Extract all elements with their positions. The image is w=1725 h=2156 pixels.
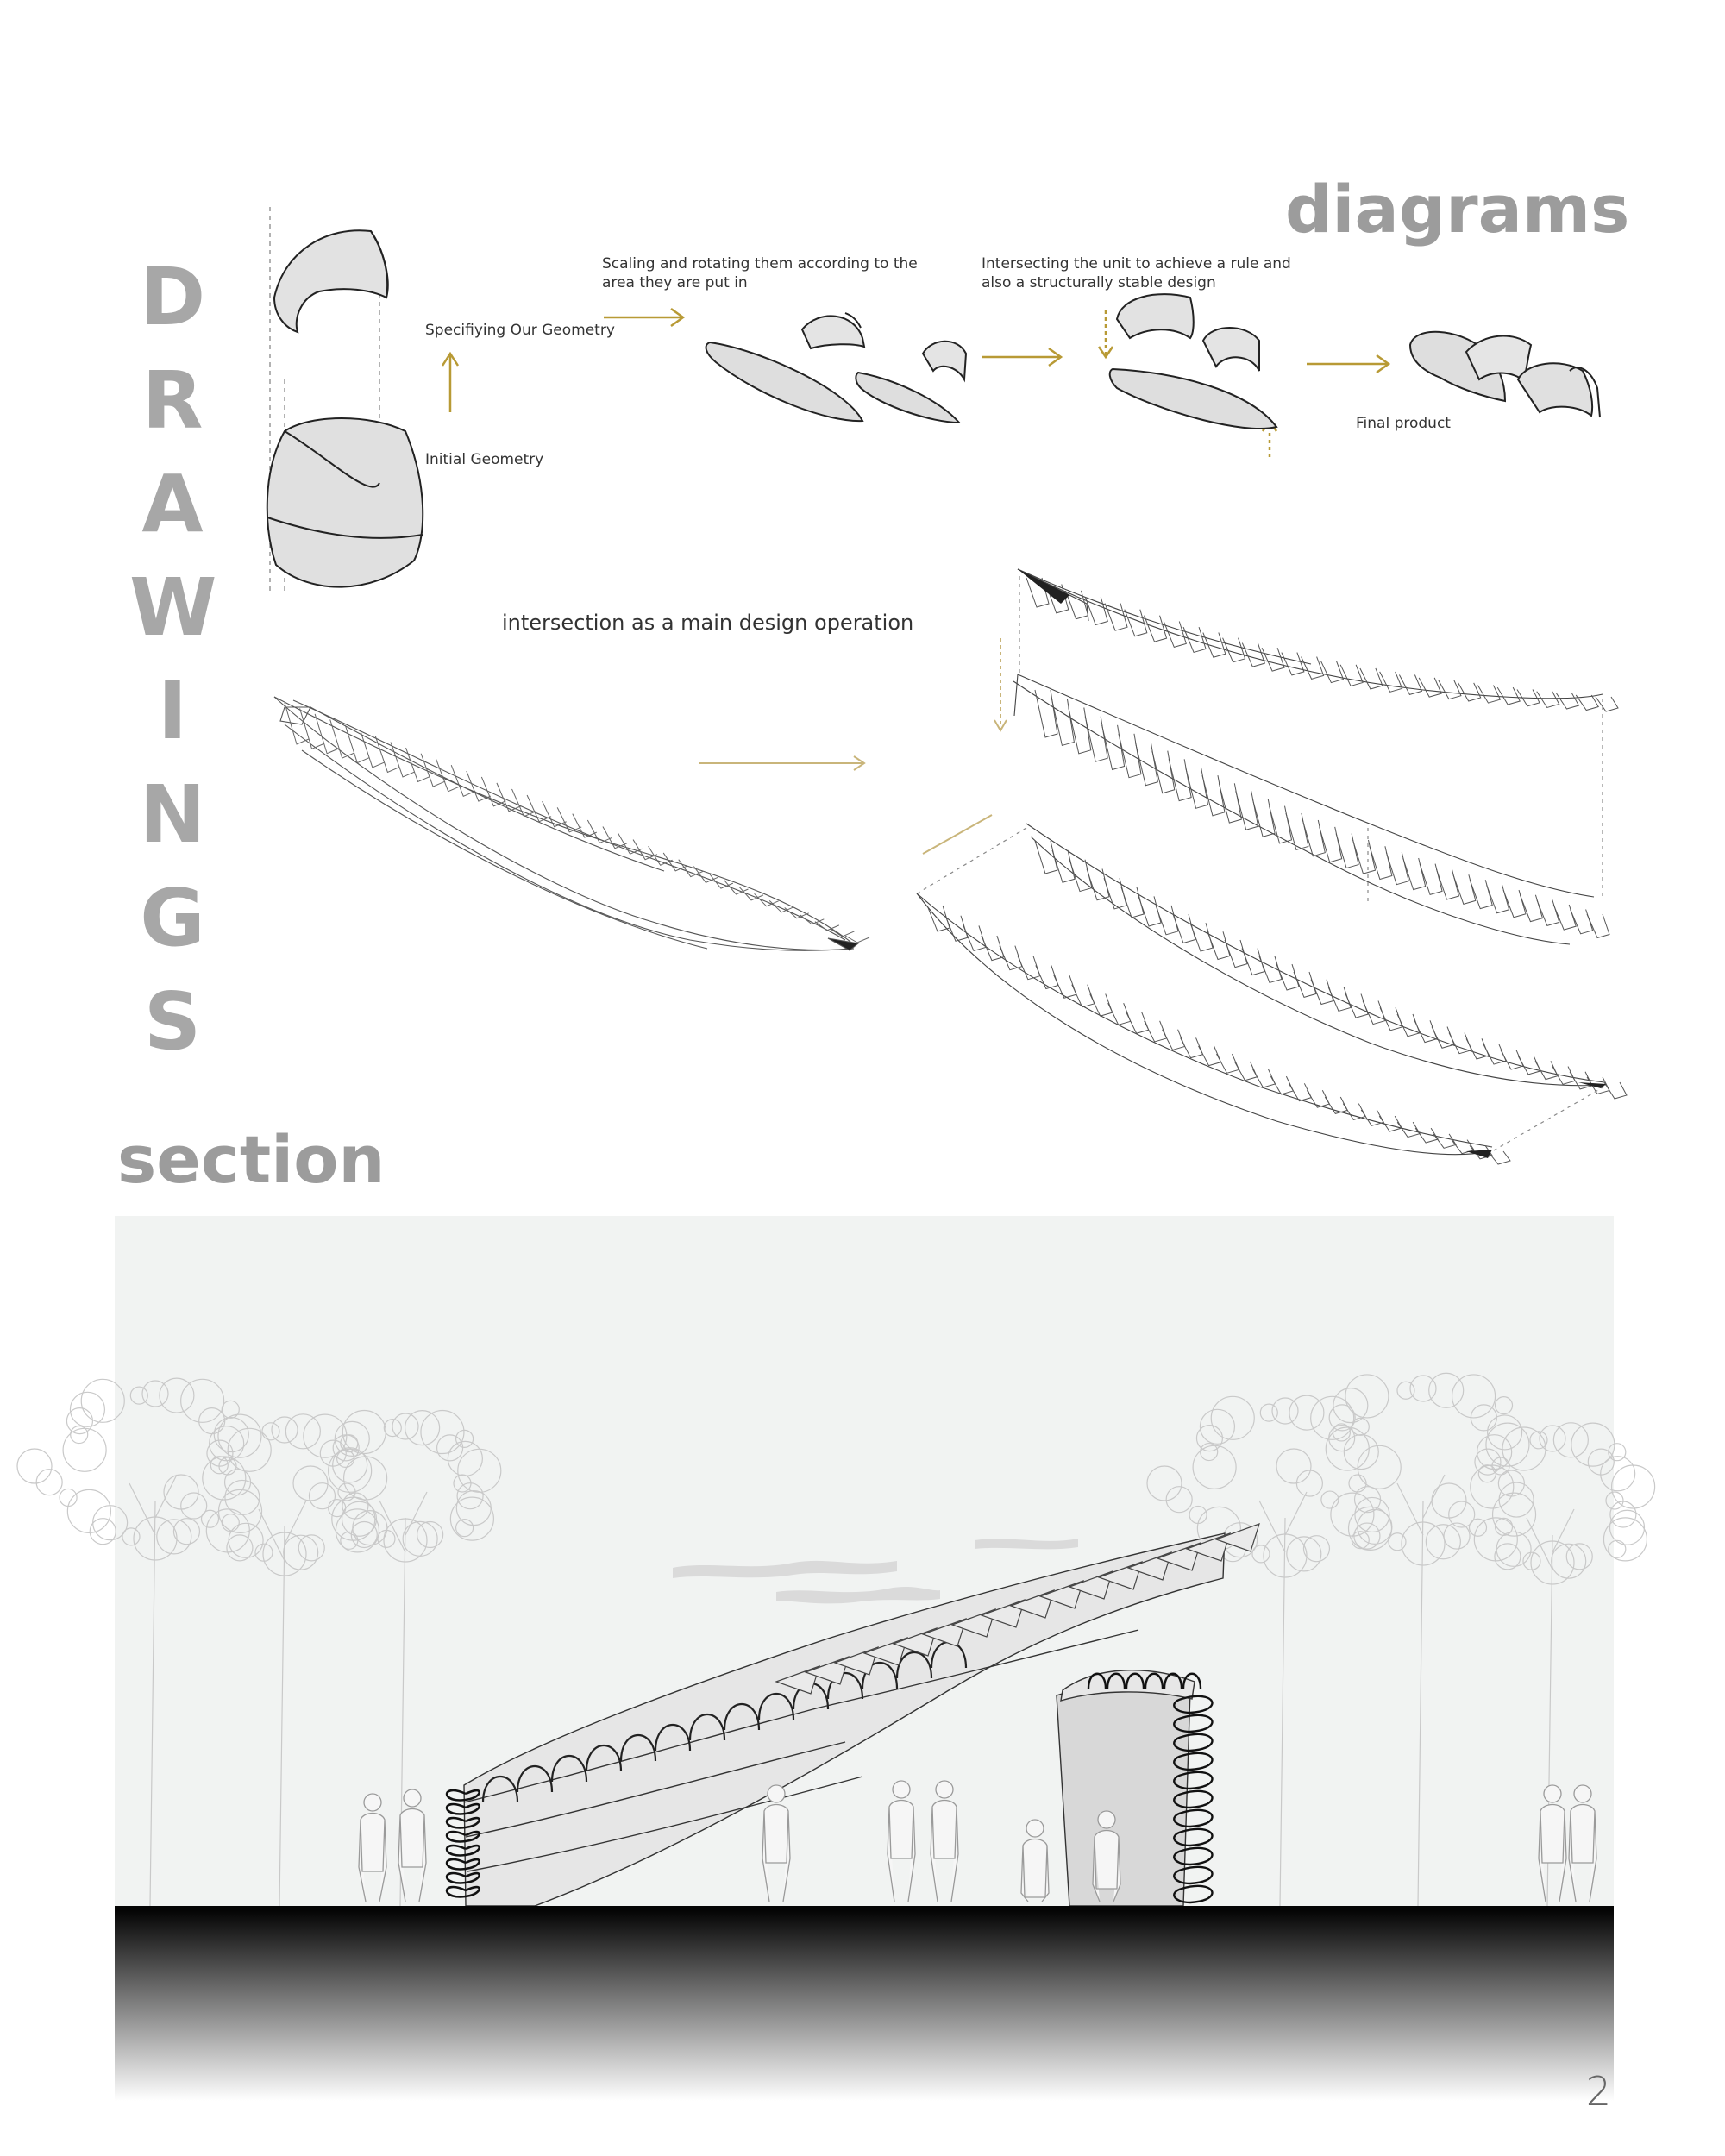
exploded-layers xyxy=(917,569,1606,1155)
layer-rib xyxy=(1085,717,1107,762)
layer-rib xyxy=(1537,899,1559,925)
exploded-layer-ribs xyxy=(927,578,1627,1164)
layer-rib xyxy=(1420,864,1442,895)
intersecting-units xyxy=(1110,294,1276,429)
layer-rib xyxy=(1203,633,1226,658)
layer-rib xyxy=(1503,890,1526,918)
tree-foliage xyxy=(67,1489,110,1532)
title-letter: W xyxy=(129,561,217,654)
wireframe-pod-left-ribs xyxy=(285,703,869,943)
label-final-product: Final product xyxy=(1356,415,1451,432)
layer-rib xyxy=(1380,672,1402,692)
layer-rib xyxy=(1553,905,1576,930)
layer-rib xyxy=(1403,858,1426,890)
exploded-guides xyxy=(919,576,1604,1151)
tree-foliage xyxy=(90,1519,116,1545)
layer-rib xyxy=(1436,869,1458,899)
layer-rib xyxy=(1169,759,1191,800)
layer-rib xyxy=(1571,909,1593,933)
layer-rib xyxy=(1487,885,1509,913)
layer-rib xyxy=(1069,707,1091,753)
person-head xyxy=(936,1781,953,1798)
layer-rib xyxy=(1439,680,1461,699)
layer-rib xyxy=(1470,880,1492,908)
person-head xyxy=(1574,1785,1591,1802)
tree-foliage xyxy=(60,1489,77,1506)
title-letter: G xyxy=(140,872,205,964)
wire-rib xyxy=(724,880,748,894)
tree-foliage xyxy=(17,1449,52,1483)
layer-rib xyxy=(1262,648,1284,671)
layer-rib xyxy=(1537,692,1559,708)
middle-arrow xyxy=(699,638,1007,854)
layer-rib xyxy=(1520,895,1542,922)
layer-rib xyxy=(1587,914,1609,938)
wire-rib xyxy=(769,900,794,912)
wire-rib xyxy=(543,801,567,827)
person-head xyxy=(1098,1811,1115,1828)
layer-rib xyxy=(1320,661,1343,682)
diagrams-heading: diagrams xyxy=(1285,171,1630,248)
tree-foliage xyxy=(63,1428,106,1471)
person-head xyxy=(1544,1785,1561,1802)
final-product-shape xyxy=(1410,332,1600,417)
layer-rib xyxy=(1604,1082,1627,1099)
wire-rib xyxy=(800,915,824,924)
wire-rib xyxy=(573,814,597,837)
layer-rib xyxy=(1419,678,1441,697)
layer-rib xyxy=(1320,827,1342,862)
label-scaling-rotating: Scaling and rotating them according to the area they are put in xyxy=(602,255,918,291)
wire-rib xyxy=(375,736,399,773)
layer-rib xyxy=(1360,668,1383,689)
title-letter: R xyxy=(141,354,204,447)
label-intersecting: Intersecting the unit to achieve a rule and also a structurally stable design xyxy=(982,255,1291,291)
layer-rib xyxy=(1370,846,1392,879)
person-head xyxy=(893,1781,910,1798)
layer-rib xyxy=(1035,690,1057,737)
section-heading: section xyxy=(117,1121,386,1198)
layer-rib xyxy=(1252,799,1275,837)
wire-rib xyxy=(755,893,779,906)
layer-rib xyxy=(1125,610,1147,636)
initial-cap-shape xyxy=(274,230,388,332)
initial-pod-shape xyxy=(267,418,423,587)
layer-rib xyxy=(1596,697,1618,711)
label-specifying-geometry: Specifiying Our Geometry xyxy=(425,322,615,339)
layer-rib xyxy=(1286,813,1308,850)
layer-rib xyxy=(1219,783,1241,823)
ground-line xyxy=(115,1906,1614,1911)
scaled-units xyxy=(706,313,966,423)
layer-rib xyxy=(1352,840,1375,874)
layer-rib xyxy=(1183,627,1206,652)
layer-rib xyxy=(1386,852,1408,884)
layer-rib xyxy=(1336,834,1358,868)
person-head xyxy=(1026,1820,1044,1837)
wire-rib xyxy=(406,748,430,781)
title-letter: I xyxy=(157,665,188,757)
layer-rib xyxy=(1051,699,1074,745)
layer-rib xyxy=(1556,693,1578,709)
page-number: 2 xyxy=(1585,2068,1611,2115)
layer-rib xyxy=(1282,653,1304,675)
person-head xyxy=(768,1785,785,1802)
layer-rib xyxy=(1102,725,1125,770)
section-background xyxy=(115,1216,1614,1910)
label-initial-geometry: Initial Geometry xyxy=(425,451,544,468)
tree-foliage xyxy=(1612,1465,1655,1508)
layer-rib xyxy=(1202,775,1225,816)
layer-rib xyxy=(1340,665,1363,686)
layer-rib xyxy=(1432,1027,1454,1049)
layer-rib xyxy=(1497,687,1520,705)
layer-rib xyxy=(1399,675,1421,695)
layer-rib xyxy=(1477,686,1500,704)
person-head xyxy=(364,1794,381,1811)
ground-gradient xyxy=(115,1911,1614,2101)
layer-rib xyxy=(1458,683,1481,701)
tree-foliage xyxy=(1609,1510,1644,1545)
title-letter: D xyxy=(139,251,206,343)
dark-tips xyxy=(1018,569,1606,1158)
person-head xyxy=(404,1789,421,1807)
title-letter: S xyxy=(143,975,202,1068)
title-letter: N xyxy=(139,768,206,861)
intersection-caption: intersection as a main design operation xyxy=(502,611,914,635)
layer-rib xyxy=(1488,1151,1510,1164)
tree-foliage xyxy=(70,1392,104,1426)
wire-rib xyxy=(557,807,581,832)
layer-rib xyxy=(1152,751,1175,793)
layer-rib xyxy=(1453,874,1476,904)
layer-rib xyxy=(1302,657,1324,680)
wire-rib xyxy=(649,846,673,865)
title-letter: A xyxy=(141,458,204,550)
layer-rib xyxy=(1105,604,1127,631)
layer-rib xyxy=(1242,643,1264,667)
layer-rib xyxy=(1119,734,1141,778)
